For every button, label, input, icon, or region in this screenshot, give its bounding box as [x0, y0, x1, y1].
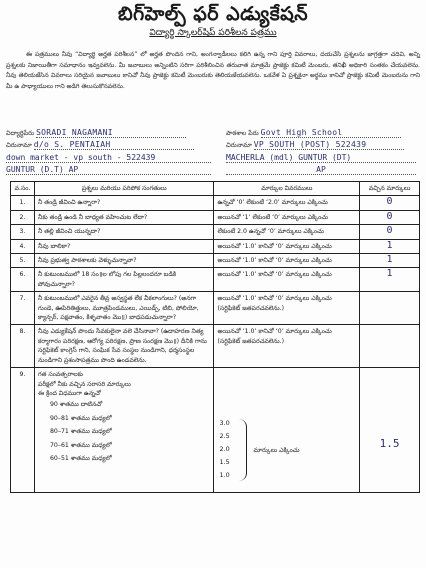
marks-cell: [360, 292, 420, 325]
school-name-value: Govt High School: [261, 128, 401, 138]
grade-mark: 2.5: [219, 432, 230, 441]
school-name-label: పాఠశాల పేరు: [226, 130, 259, 137]
page-subtitle: విద్యార్థి స్కాలర్‌షిప్ పరిశీలన పత్రము: [149, 28, 277, 38]
marks-rule: అయినచో ‘1.0’ కానిచో ‘0’ మార్కులు ఎక్కించు (సర్టిఫికెట్ జతపరచవలెను.): [214, 325, 360, 368]
question-text: నీ తండ్రి జీవించి ఉన్నారా?: [34, 196, 214, 210]
questions-table: [10, 181, 420, 493]
marks-rule: అయినచో ‘1’ లేకుంటే ‘0’ మార్కులు ఎక్కించు: [214, 210, 360, 224]
address-value: d/o S. PENTAIAH: [34, 140, 194, 150]
page-title: బిగ్‌హెల్ప్ ఫర్ ఎడ్యుకేషన్: [117, 3, 309, 25]
header-marks-details: మార్కుల వివరములు: [214, 182, 360, 196]
question-text: నీ కుటుంబములో 18 సం॥ల లోపు గల పిల్లలందరూ బడికి పోవుచున్నారా?: [34, 268, 214, 292]
table-row: [11, 210, 420, 224]
row-number: 7.: [11, 292, 35, 325]
row-number: 3.: [11, 225, 35, 239]
table-row: [11, 268, 420, 292]
marks-rule: లేకుంటే 2.0 ఉన్నచో ‘0’ మార్కులు ఎక్కించు: [214, 225, 360, 239]
marks-rule: అయినచో ‘1.0’ కానిచో ‘0’ మార్కులు ఎక్కించు: [214, 254, 360, 268]
grade-mark: 1.0: [219, 471, 230, 480]
marks-obtained: 1.5: [379, 437, 400, 451]
curly-brace-icon: [239, 419, 247, 481]
marks-cell: [360, 325, 420, 368]
table-row: [11, 254, 420, 268]
marks-cell: [360, 210, 420, 224]
question-text: [34, 368, 214, 493]
grade-range: 70–61 శాతము మధ్యలో: [49, 441, 112, 449]
row-number: 5.: [11, 254, 35, 268]
marks-cell: [360, 268, 420, 292]
grade-mark: 1.5: [219, 458, 230, 467]
address-line-3: GUNTUR (D.T) AP: [6, 165, 211, 175]
row-number: 8.: [11, 325, 35, 368]
school-address-field: [226, 140, 404, 151]
marks-cell: [360, 368, 420, 493]
question-text: నీవు బాలికా?: [34, 239, 214, 253]
header-serial: వ.సం.: [11, 182, 35, 196]
address-label: చిరునామా: [6, 142, 32, 149]
grade-range: 90–81 శాతము మధ్యలో: [49, 414, 112, 422]
table-header-row: [11, 182, 420, 196]
table-row: [11, 196, 420, 210]
marks-rule: అయినచో ‘1.0’ కానిచో ‘0’ మార్కులు ఎక్కించు: [214, 239, 360, 253]
grade-range: 80–71 శాతము మధ్యలో: [49, 428, 112, 436]
marks-cell: [360, 254, 420, 268]
table-row: [11, 239, 420, 253]
marks-obtained: 0: [386, 196, 393, 208]
table-row: [11, 292, 420, 325]
question-text: నీ కుటుంబములో ఎవరైన తీవ్ర అస్వస్థత లేక వీకలాంగులు? (అనగా గుండె, ఊపిరితిత్తులు, మూత్రపిండములు, ఎయిడ్స్, టిబి, పోలియో, క్యాన్సర్, పక్షవాతం, కిళ్ళవాతం మొ॥) బాధపడుచున్నారా?: [34, 292, 214, 325]
marks-obtained: 0: [386, 210, 393, 222]
grade-range: 90 శాతము దాటినచో: [49, 401, 103, 409]
table-row: [11, 325, 420, 368]
header-marks-obtained: వచ్చిన మార్కులు: [360, 182, 420, 196]
row-number: 2.: [11, 210, 35, 224]
table-row: [11, 368, 420, 493]
school-name-field: [226, 128, 401, 139]
marks-rule: ఉన్నచో ‘0’ లేకుంటే ‘2.0’ మార్కులు ఎక్కించు: [214, 196, 360, 210]
marks-cell: [360, 239, 420, 253]
grade-mark: 2.0: [219, 445, 230, 454]
row-number: 6.: [11, 268, 35, 292]
grade-range: 60–51 శాతము మధ్యలో: [49, 454, 112, 462]
student-name-label: విద్యార్థిపేరు: [6, 130, 35, 137]
question-text: నీకు తండ్రి ఉండి నీ బాధ్యత వహించుట లేదా?: [34, 210, 214, 224]
marks-obtained: 1: [386, 254, 393, 266]
student-name-value: SORADI NAGAMANI: [36, 128, 186, 138]
marks-cell: [360, 225, 420, 239]
grade-mark: 3.0: [219, 419, 230, 428]
brace-label: మార్కులు ఎక్కించు: [253, 447, 300, 455]
marks-rule: అయినచో ‘1.0’ కానిచో ‘0’ మార్కులు ఎక్కించు (సర్టిఫికెట్ జతపరచవలెను.): [214, 292, 360, 325]
marks-rule: [214, 368, 360, 493]
school-address-line-2: MACHERLA (mdl) GUNTUR (DT): [226, 153, 416, 163]
question-text: నీవు ప్రభుత్వ పాఠశాలకు వెళ్ళుచున్నావా?: [34, 254, 214, 268]
marks-rule: అయినచో ‘1.0’ కానిచో ‘0’ మార్కులు ఎక్కించు: [214, 268, 360, 292]
grades-line-1: పరీక్షలో నీకు వచ్చిన సరాసరి మార్కులు: [37, 380, 131, 388]
header-question: ప్రశ్నలు మరియు పరిపోక సంగతులు: [34, 182, 214, 196]
school-address-line-3: AP: [226, 165, 416, 175]
row-number: 1.: [11, 196, 35, 210]
school-address-label: చిరునామా: [226, 142, 252, 149]
marks-cell: [360, 196, 420, 210]
grades-title: గత సంవత్సరాలకు: [37, 371, 84, 379]
student-name-field: [6, 128, 186, 139]
instructions-paragraph: ఈ పత్రములు నీవు “విద్యార్థి అర్హత పరిశీలన” లో అర్హత పొందిన గాని, అంగన్వాడీలలు కలిగి ఉన్న గాని పూర్తి వివరాలు, దయచేసి ప్రశ్నలను జాగ్రత్తగా చదివి, అన్ని ప్రశ్నలకు నిజాయితీగా సమాధానం ఇవ్వవలెను. మీ జవాబులు అన్నింటిని సరిగా పరిశీలించిన తరువాత మాత్రమే ప్రాజెక్టు కమిటీ మెంబరు, తనిఖీ అధికారి సంతకం చేయవలెను. నీవు తెలియజేసిన వివరాలు సరియైన జవాబులు కానిచో నీవు ప్రాజెక్టు కమిటీ మెంబరుకు తెలియజేయవలెను. ఒకవేళ ఏ ప్రశ్నకైనా అర్థము కానిచో ప్రాజెక్టు కమిటీ మెంబరును గాని మీ ఉ పాధ్యాయులు గాని అడిగి తెలుసుకొనవలెను.: [6, 51, 420, 90]
row-number: 9.: [11, 368, 35, 493]
grade-marks-list: [219, 417, 229, 482]
marks-obtained: 0: [386, 225, 393, 237]
address-line-2: down market - vp south - 522439: [6, 153, 211, 163]
grades-list: [38, 398, 211, 465]
table-row: [11, 225, 420, 239]
question-text: నీవు ఎడ్యుకేషన్ పొందు సేవకులైనా వలె చేసినావా? (ఉదాహరణ నిత్య కర్మాగారం పరిరక్షణ, ఆరోగ్య పరిరక్షణ, ప్రాణ సంరక్షణ మొ॥) దీనికి గాను సర్టిఫికెట్ కాంగ్రెస్ గాని, సంఘిక సేవ సంస్థల నుండిగాని, ధర్మసంస్థల నుండిగాని ప్రశంసాపత్రము పొంది ఉండవలెను.: [34, 325, 214, 368]
question-text: నీ తల్లి జీవించి యున్నదా?: [34, 225, 214, 239]
grades-line-2: ఈ క్రింద విధముగా ఉన్నచో: [37, 389, 101, 397]
marks-obtained: 1: [386, 268, 393, 280]
address-field: [6, 140, 194, 151]
marks-obtained: 1: [386, 239, 393, 251]
school-address-value: VP SOUTH (POST) 522439: [254, 140, 404, 150]
row-number: 4.: [11, 239, 35, 253]
